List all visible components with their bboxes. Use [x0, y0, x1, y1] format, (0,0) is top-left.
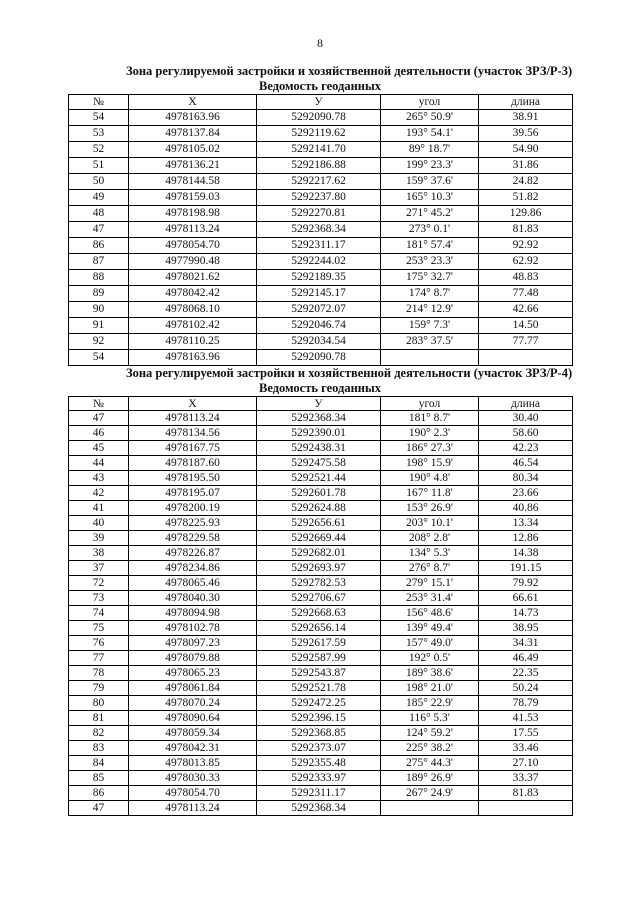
cell-x: 4978137.84	[129, 126, 257, 142]
cell-angle: 271° 45.2'	[381, 206, 479, 222]
cell-x: 4978013.85	[129, 756, 257, 771]
table-row	[69, 126, 573, 142]
cell-length: 77.77	[479, 334, 573, 350]
cell-angle: 159° 37.6'	[381, 174, 479, 190]
cell-x: 4978225.93	[129, 516, 257, 531]
cell-y: 5292244.02	[257, 254, 381, 270]
cell-length: 40.86	[479, 501, 573, 516]
table-row	[69, 318, 573, 334]
table-header-row	[69, 397, 573, 411]
header-y: У	[257, 397, 381, 411]
cell-angle: 275° 44.3'	[381, 756, 479, 771]
cell-number: 86	[69, 238, 129, 254]
cell-length: 79.92	[479, 576, 573, 591]
cell-y: 5292145.17	[257, 286, 381, 302]
cell-x: 4978163.96	[129, 350, 257, 366]
cell-y: 5292355.48	[257, 756, 381, 771]
cell-length: 30.40	[479, 411, 573, 426]
geodata-table	[68, 94, 573, 366]
cell-length: 46.54	[479, 456, 573, 471]
cell-y: 5292669.44	[257, 531, 381, 546]
cell-y: 5292368.34	[257, 222, 381, 238]
cell-x: 4978102.78	[129, 621, 257, 636]
cell-angle: 181° 57.4'	[381, 238, 479, 254]
cell-length: 14.38	[479, 546, 573, 561]
cell-number: 76	[69, 636, 129, 651]
cell-y: 5292270.81	[257, 206, 381, 222]
cell-y: 5292521.78	[257, 681, 381, 696]
cell-angle: 253° 23.3'	[381, 254, 479, 270]
cell-x: 4978187.60	[129, 456, 257, 471]
cell-angle: 198° 15.9'	[381, 456, 479, 471]
cell-number: 82	[69, 726, 129, 741]
cell-length: 50.24	[479, 681, 573, 696]
cell-length: 41.53	[479, 711, 573, 726]
cell-number: 89	[69, 286, 129, 302]
cell-number: 92	[69, 334, 129, 350]
cell-length: 92.92	[479, 238, 573, 254]
cell-x: 4978094.98	[129, 606, 257, 621]
cell-length: 62.92	[479, 254, 573, 270]
cell-x: 4978163.96	[129, 110, 257, 126]
header-number: №	[69, 397, 129, 411]
cell-angle: 165° 10.3'	[381, 190, 479, 206]
header-number: №	[69, 95, 129, 110]
cell-length: 80.34	[479, 471, 573, 486]
cell-x: 4978040.30	[129, 591, 257, 606]
cell-x: 4978144.58	[129, 174, 257, 190]
table-row	[69, 286, 573, 302]
cell-y: 5292521.44	[257, 471, 381, 486]
table-row	[69, 636, 573, 651]
cell-x: 4978167.75	[129, 441, 257, 456]
geodata-table	[68, 396, 573, 816]
cell-y: 5292090.78	[257, 350, 381, 366]
cell-y: 5292237.80	[257, 190, 381, 206]
cell-length: 24.82	[479, 174, 573, 190]
table-row	[69, 591, 573, 606]
cell-number: 80	[69, 696, 129, 711]
cell-length: 46.49	[479, 651, 573, 666]
cell-y: 5292693.97	[257, 561, 381, 576]
table-row	[69, 606, 573, 621]
cell-length: 23.66	[479, 486, 573, 501]
cell-number: 44	[69, 456, 129, 471]
cell-number: 41	[69, 501, 129, 516]
cell-angle: 185° 22.9'	[381, 696, 479, 711]
table-row	[69, 471, 573, 486]
cell-angle: 279° 15.1'	[381, 576, 479, 591]
cell-length: 22.35	[479, 666, 573, 681]
table-row	[69, 681, 573, 696]
cell-number: 49	[69, 190, 129, 206]
cell-y: 5292587.99	[257, 651, 381, 666]
cell-angle: 276° 8.7'	[381, 561, 479, 576]
cell-y: 5292333.97	[257, 771, 381, 786]
cell-angle	[381, 350, 479, 366]
cell-number: 38	[69, 546, 129, 561]
cell-y: 5292656.61	[257, 516, 381, 531]
table-row	[69, 756, 573, 771]
cell-length: 33.37	[479, 771, 573, 786]
cell-angle: 186° 27.3'	[381, 441, 479, 456]
table-row	[69, 696, 573, 711]
header-y: У	[257, 95, 381, 110]
cell-number: 50	[69, 174, 129, 190]
table-row	[69, 666, 573, 681]
cell-y: 5292368.34	[257, 411, 381, 426]
cell-angle: 181° 8.7'	[381, 411, 479, 426]
cell-number: 51	[69, 158, 129, 174]
cell-length: 14.73	[479, 606, 573, 621]
table-row	[69, 576, 573, 591]
cell-x: 4978195.07	[129, 486, 257, 501]
table-row	[69, 741, 573, 756]
cell-number: 87	[69, 254, 129, 270]
cell-number: 47	[69, 222, 129, 238]
table-row	[69, 531, 573, 546]
cell-number: 84	[69, 756, 129, 771]
cell-angle: 198° 21.0'	[381, 681, 479, 696]
cell-x: 4978136.21	[129, 158, 257, 174]
cell-y: 5292617.59	[257, 636, 381, 651]
cell-y: 5292601.78	[257, 486, 381, 501]
cell-x: 4978110.25	[129, 334, 257, 350]
table-row	[69, 222, 573, 238]
cell-number: 72	[69, 576, 129, 591]
cell-number: 42	[69, 486, 129, 501]
cell-x: 4978030.33	[129, 771, 257, 786]
cell-number: 86	[69, 786, 129, 801]
cell-number: 90	[69, 302, 129, 318]
cell-number: 39	[69, 531, 129, 546]
cell-length: 191.15	[479, 561, 573, 576]
cell-length: 14.50	[479, 318, 573, 334]
table-row	[69, 441, 573, 456]
page-number: 8	[317, 36, 323, 50]
cell-y: 5292311.17	[257, 238, 381, 254]
cell-length: 39.56	[479, 126, 573, 142]
cell-angle: 265° 50.9'	[381, 110, 479, 126]
cell-number: 75	[69, 621, 129, 636]
table-row	[69, 110, 573, 126]
table-row	[69, 711, 573, 726]
cell-number: 43	[69, 471, 129, 486]
cell-length: 66.61	[479, 591, 573, 606]
cell-y: 5292668.63	[257, 606, 381, 621]
cell-angle: 157° 49.0'	[381, 636, 479, 651]
cell-angle: 175° 32.7'	[381, 270, 479, 286]
cell-number: 79	[69, 681, 129, 696]
cell-number: 54	[69, 350, 129, 366]
cell-x: 4978198.98	[129, 206, 257, 222]
table-row	[69, 456, 573, 471]
cell-angle: 208° 2.8'	[381, 531, 479, 546]
cell-y: 5292438.31	[257, 441, 381, 456]
cell-x: 4978054.70	[129, 238, 257, 254]
cell-y: 5292472.25	[257, 696, 381, 711]
cell-x: 4978070.24	[129, 696, 257, 711]
cell-y: 5292706.67	[257, 591, 381, 606]
header-length: длина	[479, 397, 573, 411]
cell-y: 5292119.62	[257, 126, 381, 142]
cell-angle: 153° 26.9'	[381, 501, 479, 516]
cell-number: 47	[69, 801, 129, 816]
cell-angle: 253° 31.4'	[381, 591, 479, 606]
table-row	[69, 206, 573, 222]
cell-length: 12.86	[479, 531, 573, 546]
table-row	[69, 516, 573, 531]
cell-x: 4978059.34	[129, 726, 257, 741]
cell-length: 17.55	[479, 726, 573, 741]
cell-length: 34.31	[479, 636, 573, 651]
cell-length: 129.86	[479, 206, 573, 222]
table-row	[69, 334, 573, 350]
cell-number: 48	[69, 206, 129, 222]
cell-number: 77	[69, 651, 129, 666]
cell-angle: 203° 10.1'	[381, 516, 479, 531]
cell-x: 4978113.24	[129, 222, 257, 238]
cell-y: 5292090.78	[257, 110, 381, 126]
cell-y: 5292368.34	[257, 801, 381, 816]
cell-angle: 267° 24.9'	[381, 786, 479, 801]
cell-number: 74	[69, 606, 129, 621]
cell-number: 91	[69, 318, 129, 334]
cell-number: 81	[69, 711, 129, 726]
section-subtitle: Ведомость геоданных	[258, 79, 381, 93]
cell-number: 46	[69, 426, 129, 441]
table-row	[69, 238, 573, 254]
table-row	[69, 254, 573, 270]
cell-length: 51.82	[479, 190, 573, 206]
cell-y: 5292072.07	[257, 302, 381, 318]
cell-angle: 174° 8.7'	[381, 286, 479, 302]
geodata-section-zrz-r3	[68, 64, 572, 366]
cell-length: 77.48	[479, 286, 573, 302]
table-row	[69, 190, 573, 206]
cell-angle: 193° 54.1'	[381, 126, 479, 142]
cell-number: 54	[69, 110, 129, 126]
table-row	[69, 270, 573, 286]
cell-length: 38.95	[479, 621, 573, 636]
table-row	[69, 771, 573, 786]
cell-y: 5292217.62	[257, 174, 381, 190]
cell-y: 5292624.88	[257, 501, 381, 516]
cell-x: 4978195.50	[129, 471, 257, 486]
header-x: X	[129, 95, 257, 110]
cell-angle: 199° 23.3'	[381, 158, 479, 174]
cell-x: 4978042.42	[129, 286, 257, 302]
cell-angle: 214° 12.9'	[381, 302, 479, 318]
cell-angle: 192° 0.5'	[381, 651, 479, 666]
table-row	[69, 174, 573, 190]
cell-length: 81.83	[479, 222, 573, 238]
cell-length: 54.90	[479, 142, 573, 158]
cell-length	[479, 350, 573, 366]
table-row	[69, 426, 573, 441]
table-row	[69, 651, 573, 666]
table-row	[69, 302, 573, 318]
cell-y: 5292311.17	[257, 786, 381, 801]
section-title: Зона регулируемой застройки и хозяйственной деятельности (участок ЗРЗ/Р-3)	[126, 64, 573, 78]
table-row	[69, 142, 573, 158]
cell-y: 5292141.70	[257, 142, 381, 158]
cell-number: 73	[69, 591, 129, 606]
cell-x: 4978113.24	[129, 411, 257, 426]
cell-length: 42.23	[479, 441, 573, 456]
cell-y: 5292046.74	[257, 318, 381, 334]
table-row	[69, 350, 573, 366]
cell-length: 58.60	[479, 426, 573, 441]
cell-number: 53	[69, 126, 129, 142]
cell-x: 4978097.23	[129, 636, 257, 651]
cell-x: 4978068.10	[129, 302, 257, 318]
cell-angle: 159° 7.3'	[381, 318, 479, 334]
cell-length: 27.10	[479, 756, 573, 771]
cell-angle: 190° 2.3'	[381, 426, 479, 441]
cell-angle: 273° 0.1'	[381, 222, 479, 238]
cell-y: 5292390.01	[257, 426, 381, 441]
cell-angle	[381, 801, 479, 816]
cell-angle: 124° 59.2'	[381, 726, 479, 741]
cell-x: 4978061.84	[129, 681, 257, 696]
table-row	[69, 411, 573, 426]
cell-x: 4978021.62	[129, 270, 257, 286]
cell-number: 85	[69, 771, 129, 786]
cell-y: 5292368.85	[257, 726, 381, 741]
cell-y: 5292186.88	[257, 158, 381, 174]
section-subtitle: Ведомость геоданных	[258, 381, 381, 395]
cell-angle: 225° 38.2'	[381, 741, 479, 756]
cell-y: 5292682.01	[257, 546, 381, 561]
header-x: X	[129, 397, 257, 411]
cell-y: 5292396.15	[257, 711, 381, 726]
table-row	[69, 501, 573, 516]
cell-number: 88	[69, 270, 129, 286]
cell-length: 48.83	[479, 270, 573, 286]
cell-length: 42.66	[479, 302, 573, 318]
table-row	[69, 561, 573, 576]
cell-angle: 139° 49.4'	[381, 621, 479, 636]
header-length: длина	[479, 95, 573, 110]
cell-x: 4977990.48	[129, 254, 257, 270]
cell-x: 4978234.86	[129, 561, 257, 576]
cell-angle: 190° 4.8'	[381, 471, 479, 486]
cell-x: 4978200.19	[129, 501, 257, 516]
cell-x: 4978105.02	[129, 142, 257, 158]
cell-angle: 156° 48.6'	[381, 606, 479, 621]
cell-x: 4978229.58	[129, 531, 257, 546]
cell-y: 5292782.53	[257, 576, 381, 591]
cell-y: 5292373.07	[257, 741, 381, 756]
cell-x: 4978042.31	[129, 741, 257, 756]
cell-y: 5292656.14	[257, 621, 381, 636]
table-row	[69, 726, 573, 741]
cell-angle: 189° 26.9'	[381, 771, 479, 786]
header-angle: угол	[381, 397, 479, 411]
cell-x: 4978065.23	[129, 666, 257, 681]
cell-length	[479, 801, 573, 816]
cell-length: 38.91	[479, 110, 573, 126]
cell-x: 4978079.88	[129, 651, 257, 666]
table-row	[69, 546, 573, 561]
cell-x: 4978090.64	[129, 711, 257, 726]
cell-x: 4978065.46	[129, 576, 257, 591]
cell-angle: 134° 5.3'	[381, 546, 479, 561]
cell-length: 13.34	[479, 516, 573, 531]
cell-y: 5292543.87	[257, 666, 381, 681]
table-body	[69, 411, 573, 816]
cell-x: 4978102.42	[129, 318, 257, 334]
cell-angle: 167° 11.8'	[381, 486, 479, 501]
cell-angle: 283° 37.5'	[381, 334, 479, 350]
cell-length: 81.83	[479, 786, 573, 801]
cell-number: 83	[69, 741, 129, 756]
table-row	[69, 621, 573, 636]
cell-y: 5292034.54	[257, 334, 381, 350]
cell-number: 40	[69, 516, 129, 531]
cell-number: 37	[69, 561, 129, 576]
table-row	[69, 158, 573, 174]
cell-x: 4978134.56	[129, 426, 257, 441]
table-row	[69, 486, 573, 501]
cell-angle: 116° 5.3'	[381, 711, 479, 726]
cell-number: 45	[69, 441, 129, 456]
cell-y: 5292475.58	[257, 456, 381, 471]
table-row	[69, 786, 573, 801]
cell-number: 78	[69, 666, 129, 681]
cell-x: 4978113.24	[129, 801, 257, 816]
cell-number: 52	[69, 142, 129, 158]
cell-x: 4978159.03	[129, 190, 257, 206]
cell-x: 4978054.70	[129, 786, 257, 801]
table-row	[69, 801, 573, 816]
cell-number: 47	[69, 411, 129, 426]
section-title: Зона регулируемой застройки и хозяйственной деятельности (участок ЗРЗ/Р-4)	[126, 366, 573, 380]
table-body	[69, 110, 573, 366]
cell-length: 78.79	[479, 696, 573, 711]
cell-angle: 189° 38.6'	[381, 666, 479, 681]
header-angle: угол	[381, 95, 479, 110]
table-header-row	[69, 95, 573, 110]
cell-x: 4978226.87	[129, 546, 257, 561]
cell-length: 31.86	[479, 158, 573, 174]
cell-length: 33.46	[479, 741, 573, 756]
geodata-section-zrz-r4	[68, 366, 572, 816]
cell-y: 5292189.35	[257, 270, 381, 286]
cell-angle: 89° 18.7'	[381, 142, 479, 158]
